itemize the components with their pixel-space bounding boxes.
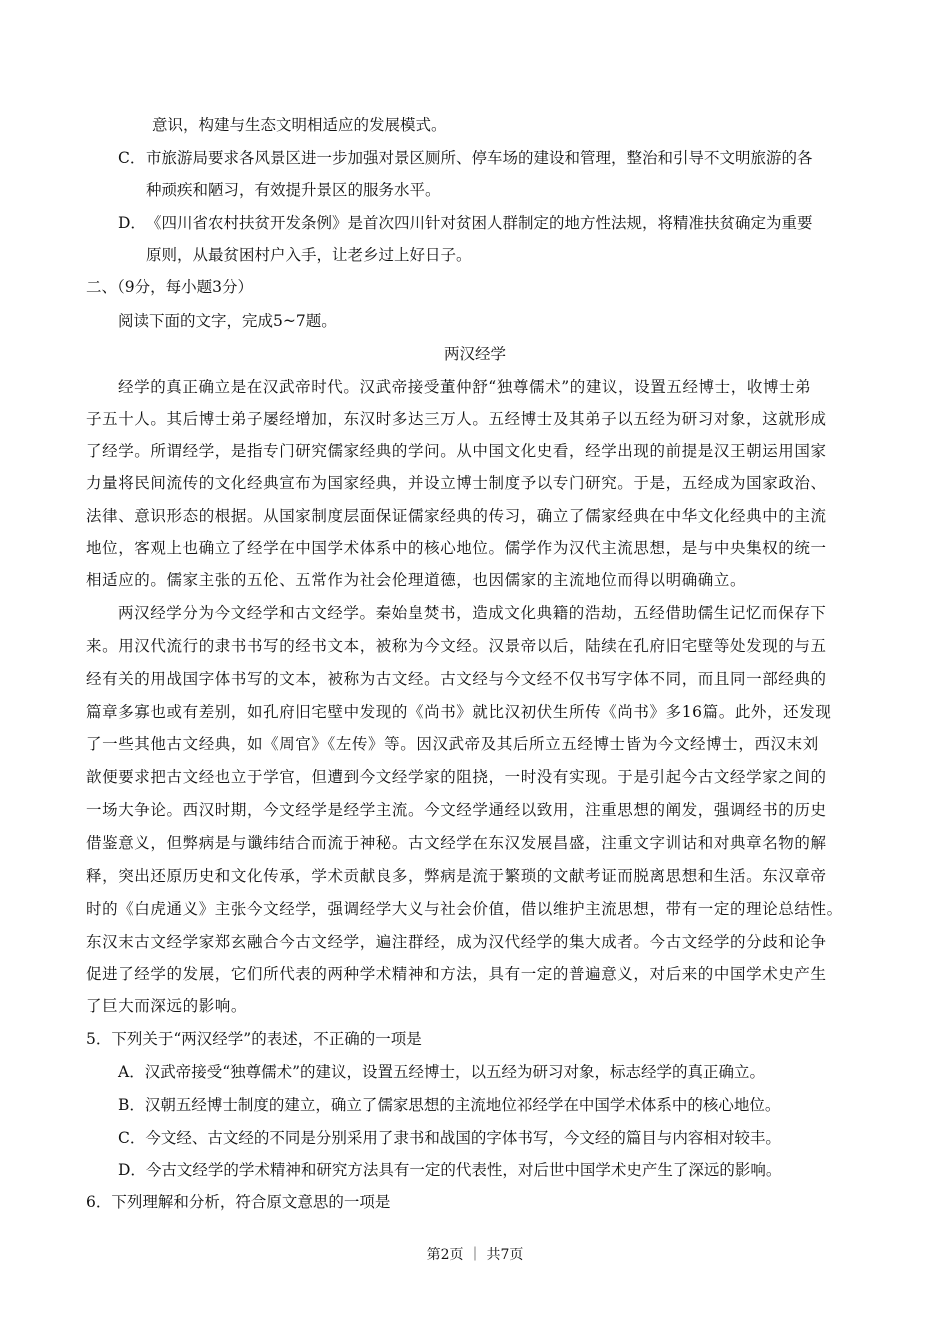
passage-line: 法律、意识形态的根据。从国家制度层面保证儒家经典的传习，确立了儒家经典在中华文化经典中的主流 xyxy=(86,507,827,525)
passage-line: 经有关的用战国字体书写的文本，被称为古文经。古文经与今文经不仅书写字体不同，而且同一部经典的 xyxy=(86,670,827,688)
option-c-line-2: 种顽疾和陋习，有效提升景区的服务水平。 xyxy=(146,181,441,199)
passage-line: 东汉末古文经学家郑玄融合今古文经学，遍注群经，成为汉代经学的集大成者。今古文经学的分歧和论争 xyxy=(86,933,827,951)
question-5-choice-c: C．今文经、古文经的不同是分别采用了隶书和战国的字体书写，今文经的篇目与内容相对较丰。 xyxy=(118,1129,781,1147)
option-continuation: 意识，构建与生态文明相适应的发展模式。 xyxy=(152,116,447,134)
section-heading: 二、（9分，每小题3分） xyxy=(86,278,253,296)
question-5-choice-d: D．今古文经学的学术精神和研究方法具有一定的代表性，对后世中国学术史产生了深远的影响。 xyxy=(118,1161,782,1179)
question-6-stem: 6．下列理解和分析，符合原文意思的一项是 xyxy=(86,1193,391,1211)
passage-line: 了经学。所谓经学，是指专门研究儒家经典的学问。从中国文化史看，经学出现的前提是汉王朝运用国家 xyxy=(86,442,827,460)
passage-line: 促进了经学的发展，它们所代表的两种学术精神和方法，具有一定的普遍意义，对后来的中国学术史产生 xyxy=(86,965,827,983)
passage-line: 一场大争论。西汉时期，今文经学是经学主流。今文经学通经以致用，注重思想的阐发，强调经书的历史 xyxy=(86,801,827,819)
passage-line: 来。用汉代流行的隶书书写的经书文本，被称为今文经。汉景帝以后，陆续在孔府旧宅壁等处发现的与五 xyxy=(86,637,827,655)
passage-line: 歆便要求把古文经也立于学官，但遭到今文经学家的阻挠，一时没有实现。于是引起今古文经学家之间的 xyxy=(86,768,827,786)
passage-line: 经学的真正确立是在汉武帝时代。汉武帝接受董仲舒“独尊儒术”的建议，设置五经博士，收博士弟 xyxy=(118,378,812,396)
option-d-line-1: 《四川省农村扶贫开发条例》是首次四川针对贫困人群制定的地方性法规，将精准扶贫确定为重要 xyxy=(146,214,813,232)
passage-line: 释，突出还原历史和文化传承，学术贡献良多，弊病是流于繁琐的文献考证而脱离思想和生活。东汉章帝 xyxy=(86,867,827,885)
passage-line: 地位，客观上也确立了经学在中国学术体系中的核心地位。儒学作为汉代主流思想，是与中央集权的统一 xyxy=(86,539,827,557)
option-d-label: D． xyxy=(118,214,146,232)
section-instruction: 阅读下面的文字，完成5~7题。 xyxy=(118,312,337,330)
passage-line: 相适应的。儒家主张的五伦、五常作为社会伦理道德，也因儒家的主流地位而得以明确确立。 xyxy=(86,571,747,589)
passage-line: 两汉经学分为今文经学和古文经学。秦始皇焚书，造成文化典籍的浩劫，五经借助儒生记忆而保存下 xyxy=(118,604,827,622)
question-5-stem: 5．下列关于“两汉经学”的表述，不正确的一项是 xyxy=(86,1030,422,1048)
passage-line: 时的《白虎通义》主张今文经学，强调经学大义与社会价值，借以维护主流思想，带有一定的理论总结性。 xyxy=(86,900,843,918)
passage-line: 力量将民间流传的文化经典宣布为国家经典，并设立博士制度予以专门研究。于是，五经成为国家政治、 xyxy=(86,474,827,492)
page-footer: 第2页 ｜ 共7页 xyxy=(426,1247,524,1263)
passage-line: 了一些其他古文经典，如《周官》《左传》等。因汉武帝及其后所立五经博士皆为今文经博士，西汉末刘 xyxy=(86,735,819,753)
option-c-line-1: 市旅游局要求各风景区进一步加强对景区厕所、停车场的建设和管理，整治和引导不文明旅游的各 xyxy=(146,149,813,167)
passage-line: 借鉴意义，但弊病是与谶纬结合而流于神秘。古文经学在东汉发展昌盛，注重文字训诂和对典章名物的解 xyxy=(86,834,827,852)
option-c-label: C． xyxy=(118,149,146,167)
question-5-choice-b: B．汉朝五经博士制度的建立，确立了儒家思想的主流地位祁经学在中国学术体系中的核心地位。 xyxy=(118,1096,781,1114)
option-d-line-2: 原则，从最贫困村户入手，让老乡过上好日子。 xyxy=(146,246,472,264)
passage-line: 篇章多寡也或有差别，如孔府旧宅壁中发现的《尚书》就比汉初伏生所传《尚书》多16篇。此外，还发现 xyxy=(86,703,832,721)
passage-line: 了巨大而深远的影响。 xyxy=(86,997,248,1015)
article-title: 两汉经学 xyxy=(443,345,506,363)
question-5-choice-a: A．汉武帝接受“独尊儒术”的建议，设置五经博士，以五经为研习对象，标志经学的真正确立。 xyxy=(118,1063,766,1081)
passage-line: 子五十人。其后博士弟子屡经增加，东汉时多达三万人。五经博士及其弟子以五经为研习对象，这就形成 xyxy=(86,410,827,428)
